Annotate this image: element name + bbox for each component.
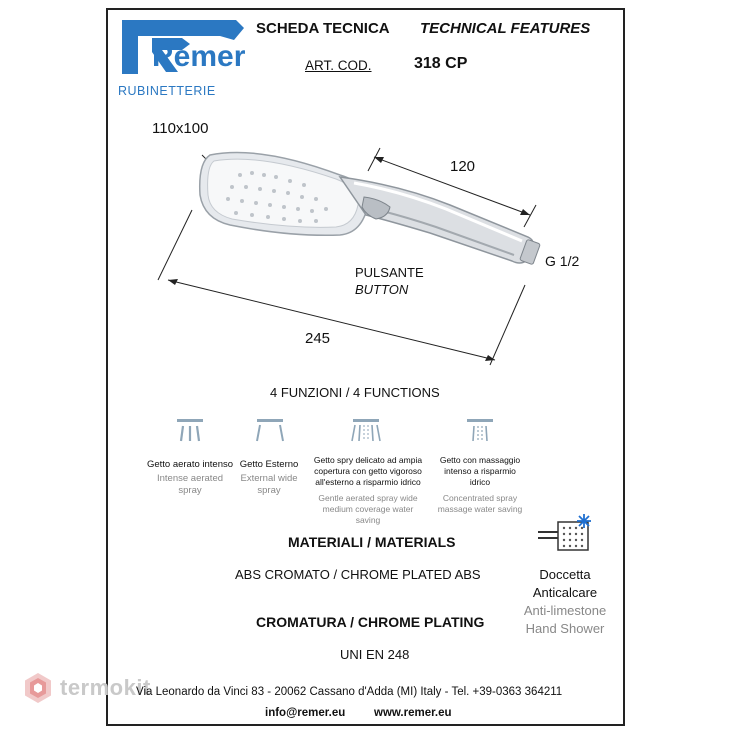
plating-heading: CROMATURA / CHROME PLATING	[256, 614, 485, 630]
watermark-text: termokit	[60, 675, 151, 700]
title-italian: SCHEDA TECNICA	[256, 20, 390, 37]
shower-technical-drawing	[140, 115, 610, 385]
logo-brand: Remer	[152, 40, 246, 73]
art-code-label: ART. COD.	[305, 58, 372, 73]
function-1-label-english: Intense aerated spray	[156, 473, 224, 496]
art-code-value: 318 CP	[414, 55, 468, 72]
footer-website[interactable]: www.remer.eu	[374, 707, 452, 719]
materials-value: ABS CROMATO / CHROME PLATED ABS	[235, 567, 481, 582]
dimension-total-length: 245	[305, 330, 331, 347]
function-4-label-italian: Getto con massaggio intenso a risparmio idrico	[439, 455, 521, 487]
anticalc-label-italian-1: Doccetta	[539, 567, 591, 582]
remer-logo	[116, 14, 250, 100]
function-1-label-italian: Getto aerato intenso	[146, 459, 234, 470]
footer-address: Via Leonardo da Vinci 83 - 20062 Cassano d'Adda (MI) Italy - Tel. +39-0363 364211	[136, 686, 563, 698]
shower-handle-drawing	[340, 177, 540, 265]
functions-heading: 4 FUNZIONI / 4 FUNCTIONS	[270, 385, 440, 400]
wide-spray-icon	[255, 417, 285, 445]
dimension-head-size: 110x100	[152, 120, 209, 137]
termokit-logo-icon	[24, 672, 52, 704]
anticalc-label-english-1: Anti-limestone	[523, 603, 607, 618]
logo-subtitle: RUBINETTERIE	[118, 84, 216, 98]
button-label-italian: PULSANTE	[355, 265, 424, 280]
massage-spray-icon	[466, 417, 494, 445]
thread-size-label: G 1/2	[545, 253, 580, 269]
function-2-label-english: External wide spray	[240, 473, 298, 496]
anticalc-label-english-2: Hand Shower	[525, 621, 605, 636]
shower-head-drawing	[200, 153, 369, 236]
materials-heading: MATERIALI / MATERIALS	[288, 534, 456, 550]
function-2-label-italian: Getto Esterno	[239, 459, 299, 470]
aerated-spray-icon	[176, 417, 204, 445]
function-3-label-english: Gentle aerated spray wide medium coverage water saving	[318, 493, 418, 525]
anti-limestone-icon	[536, 514, 596, 554]
plating-value: UNI EN 248	[340, 647, 410, 662]
gentle-spray-icon	[350, 417, 382, 445]
button-label-english: BUTTON	[355, 282, 409, 297]
dimension-handle-length: 120	[450, 158, 476, 175]
title-english: TECHNICAL FEATURES	[420, 20, 591, 37]
function-4-label-english: Concentrated spray massage water saving	[437, 493, 523, 514]
function-3-label-italian: Getto spry delicato ad ampia copertura con getto vigoroso all'esterno a risparmio idrico	[313, 455, 423, 487]
anticalc-label-italian-2: Anticalcare	[532, 585, 598, 600]
footer-email[interactable]: info@remer.eu	[265, 707, 346, 719]
